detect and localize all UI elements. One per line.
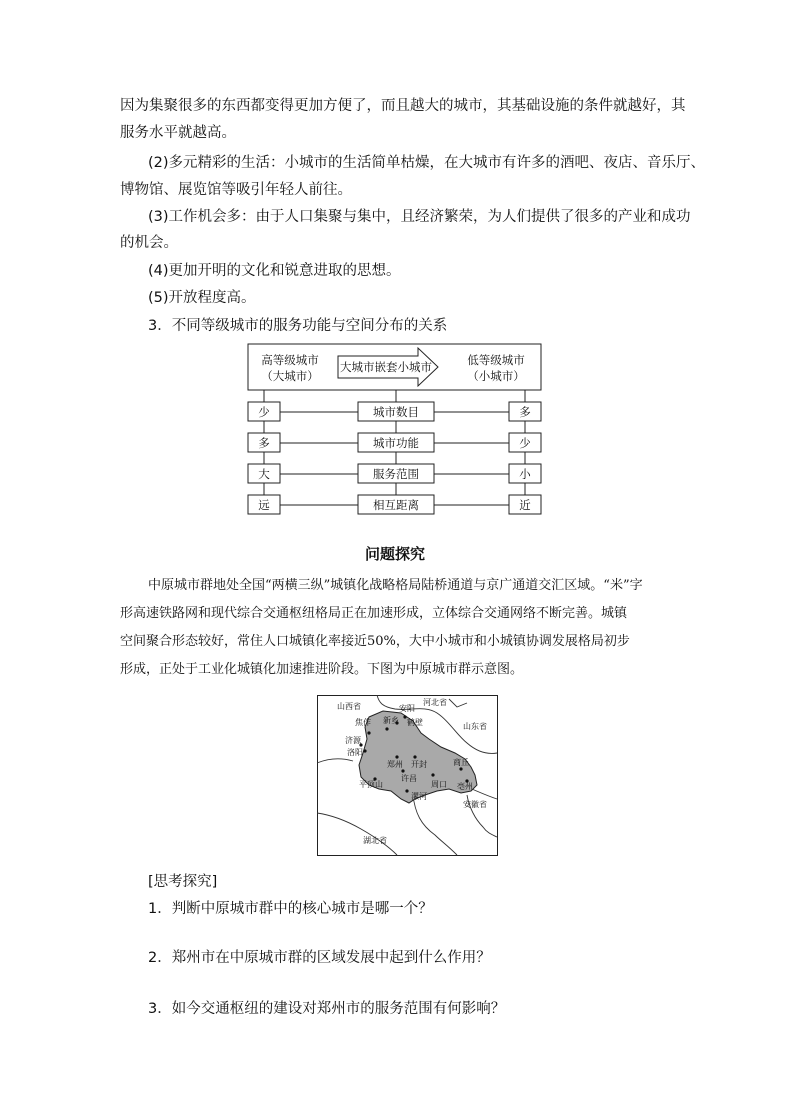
city-label: 开封 bbox=[411, 760, 427, 769]
row-center-label: 相互距离 bbox=[373, 498, 419, 512]
paragraph-line: 因为集聚很多的东西都变得更加方便了，而且越大的城市，其基础设施的条件就越好，其 bbox=[120, 98, 686, 114]
city-label: 商丘 bbox=[453, 758, 469, 767]
paragraph-line: (2)多元精彩的生活：小城市的生活简单枯燥，在大城市有许多的酒吧、夜店、音乐厅、 bbox=[148, 155, 706, 171]
paragraph-line: 博物馆、展览馆等吸引年轻人前往。 bbox=[120, 182, 352, 198]
row-center-label: 服务范围 bbox=[373, 467, 419, 481]
city-label: 济源 bbox=[345, 736, 361, 745]
paragraph-line: (5)开放程度高。 bbox=[148, 290, 256, 306]
paragraph-line: 的机会。 bbox=[120, 235, 178, 251]
row-left-value: 少 bbox=[258, 405, 270, 419]
intro-paragraph bbox=[120, 572, 680, 684]
province-label: 安徽省 bbox=[463, 800, 487, 809]
intro-line: 中原城市群地处全国“两横三纵”城镇化战略格局陆桥通道与京广通道交汇区域。“米”字 bbox=[148, 578, 643, 593]
row-right-value: 小 bbox=[519, 467, 531, 481]
row-left-value: 远 bbox=[258, 498, 270, 512]
city-label: 许昌 bbox=[401, 774, 417, 783]
arrow-label: 大城市嵌套小城市 bbox=[340, 360, 432, 374]
province-label: 山西省 bbox=[337, 702, 361, 711]
paragraph-line: 服务水平就越高。 bbox=[120, 125, 236, 141]
row-right-value: 多 bbox=[519, 405, 531, 419]
paragraph-line: (4)更加开明的文化和锐意进取的思想。 bbox=[148, 263, 401, 279]
top-right-label-1: 低等级城市 bbox=[467, 353, 525, 367]
city-label: 周口 bbox=[431, 780, 447, 789]
row-left-value: 大 bbox=[258, 467, 270, 481]
intro-line: 空间聚合形态较好，常住人口城镇化率接近50%，大中小城市和小城镇协调发展格局初步 bbox=[120, 634, 630, 649]
diagram-caption: 3．不同等级城市的服务功能与空间分布的关系 bbox=[148, 318, 448, 334]
row-center-label: 城市功能 bbox=[373, 436, 419, 450]
city-label: 鹤壁 bbox=[407, 718, 423, 727]
row-right-value: 近 bbox=[519, 498, 531, 512]
paragraph-line: (3)工作机会多：由于人口集聚与集中，且经济繁荣，为人们提供了很多的产业和成功 bbox=[148, 209, 691, 225]
city-label: 新乡 bbox=[383, 716, 399, 725]
city-label: 郑州 bbox=[387, 760, 403, 769]
central-plains-map bbox=[317, 695, 499, 857]
city-label: 焦作 bbox=[355, 718, 371, 727]
questions-label: [思考探究] bbox=[148, 874, 218, 890]
city-hierarchy-diagram bbox=[0, 340, 790, 540]
row-right-value: 少 bbox=[519, 436, 531, 450]
row-center-label: 城市数目 bbox=[373, 405, 419, 419]
intro-line: 形高速铁路网和现代综合交通枢纽格局正在加速形成，立体综合交通网络不断完善。城镇 bbox=[120, 606, 628, 621]
city-label: 洛阳 bbox=[347, 748, 363, 757]
top-right-label-2: （小城市） bbox=[467, 369, 525, 383]
question-item: 2．郑州市在中原城市群的区域发展中起到什么作用？ bbox=[148, 950, 491, 966]
section-title: 问题探究 bbox=[364, 545, 425, 563]
top-left-label-1: 高等级城市 bbox=[261, 353, 319, 367]
row-left-value: 多 bbox=[258, 436, 270, 450]
city-label: 漯河 bbox=[411, 792, 427, 801]
question-item: 1．判断中原城市群中的核心城市是哪一个？ bbox=[148, 901, 433, 917]
province-label: 山东省 bbox=[463, 722, 487, 731]
top-left-label-2: （大城市） bbox=[261, 369, 319, 383]
city-label: 平顶山 bbox=[359, 780, 383, 789]
province-label: 湖北省 bbox=[363, 836, 387, 845]
question-item: 3．如今交通枢纽的建设对郑州市的服务范围有何影响？ bbox=[148, 1001, 506, 1017]
city-label: 亳州 bbox=[457, 782, 473, 791]
province-label: 河北省 bbox=[423, 698, 447, 707]
city-label: 安阳 bbox=[399, 704, 415, 713]
intro-line: 形成，正处于工业化城镇化加速推进阶段。下图为中原城市群示意图。 bbox=[120, 662, 524, 677]
